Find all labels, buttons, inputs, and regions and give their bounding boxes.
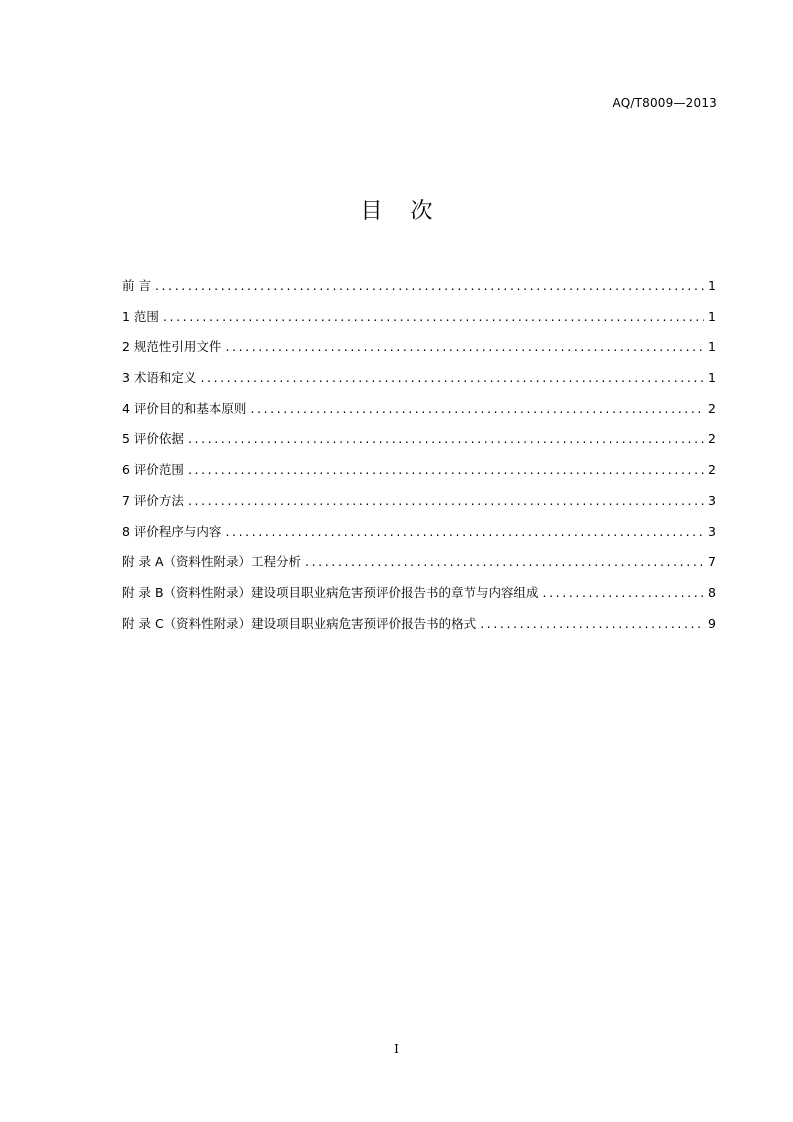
toc-leader-dots bbox=[163, 308, 704, 326]
toc-entry-page: 3 bbox=[708, 492, 716, 508]
toc-entry-label: 4 评价目的和基本原则 bbox=[122, 400, 247, 416]
toc-entry-page: 1 bbox=[708, 308, 716, 324]
toc-entry-page: 3 bbox=[708, 523, 716, 539]
toc-entry-page: 2 bbox=[708, 462, 716, 478]
toc-entry-page: 1 bbox=[708, 278, 716, 293]
toc-entry-page: 8 bbox=[708, 584, 716, 600]
toc-leader-dots bbox=[480, 615, 704, 633]
toc-entry-label: 2 规范性引用文件 bbox=[122, 339, 222, 355]
toc-entry[interactable] bbox=[122, 584, 716, 615]
toc-entry[interactable] bbox=[122, 492, 716, 523]
toc-entry-page: 7 bbox=[708, 554, 716, 570]
toc-entry-label: 6 评价范围 bbox=[122, 462, 184, 478]
toc-entry-page: 2 bbox=[708, 400, 716, 416]
toc-leader-dots bbox=[188, 430, 704, 448]
toc-leader-dots bbox=[305, 553, 704, 571]
toc-leader-dots bbox=[188, 461, 704, 479]
toc-entry-label: 5 评价依据 bbox=[122, 431, 184, 447]
toc-entry[interactable] bbox=[122, 338, 716, 369]
toc-entry[interactable] bbox=[122, 369, 716, 400]
toc-entry-label: 8 评价程序与内容 bbox=[122, 523, 222, 539]
toc-leader-dots bbox=[225, 338, 704, 356]
toc-entry-page: 2 bbox=[708, 431, 716, 447]
toc-leader-dots bbox=[200, 369, 704, 387]
toc-entry-label: 1 范围 bbox=[122, 308, 159, 324]
toc-entry-label: 3 术语和定义 bbox=[122, 370, 197, 386]
toc-entry-label: 前 言 bbox=[122, 278, 151, 293]
toc-entry-label: 附 录 B（资料性附录）建设项目职业病危害预评价报告书的章节与内容组成 bbox=[122, 584, 539, 600]
toc-title: 目次 bbox=[360, 199, 461, 224]
toc-entry-label: 附 录 A（资料性附录）工程分析 bbox=[122, 554, 301, 570]
toc-entry[interactable] bbox=[122, 400, 716, 431]
document-code: AQ/T8009—2013 bbox=[612, 96, 717, 110]
toc-entry-page: 9 bbox=[708, 615, 716, 631]
toc-leader-dots bbox=[188, 492, 704, 510]
toc-leader-dots bbox=[155, 277, 704, 295]
toc-leader-dots bbox=[225, 523, 704, 541]
toc-list bbox=[122, 277, 716, 645]
toc-leader-dots bbox=[543, 584, 704, 602]
toc-entry-page: 1 bbox=[708, 370, 716, 386]
toc-entry[interactable] bbox=[122, 523, 716, 554]
toc-entry[interactable] bbox=[122, 430, 716, 461]
toc-entry[interactable] bbox=[122, 553, 716, 584]
toc-entry-label: 7 评价方法 bbox=[122, 492, 184, 508]
toc-entry[interactable] bbox=[122, 615, 716, 646]
toc-entry-label: 附 录 C（资料性附录）建设项目职业病危害预评价报告书的格式 bbox=[122, 615, 477, 631]
toc-entry[interactable] bbox=[122, 277, 716, 308]
toc-entry[interactable] bbox=[122, 308, 716, 339]
toc-entry-page: 1 bbox=[708, 339, 716, 355]
page-number: I bbox=[394, 1042, 399, 1056]
toc-entry[interactable] bbox=[122, 461, 716, 492]
toc-leader-dots bbox=[250, 400, 704, 418]
